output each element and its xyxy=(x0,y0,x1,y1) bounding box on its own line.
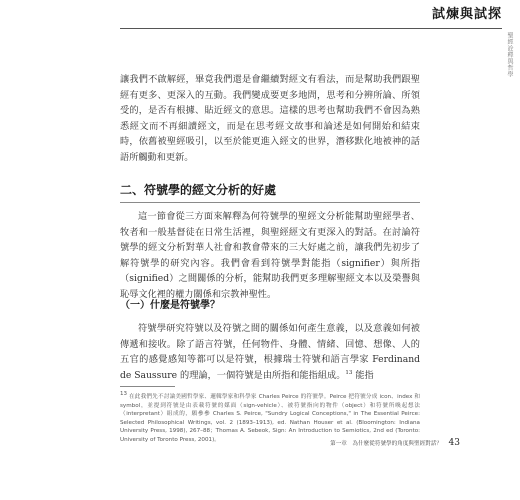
running-title: 試煉與試探 xyxy=(431,7,502,22)
page-number: 43 xyxy=(448,438,460,448)
section-paragraph: 這一節會從三方面來解釋為何符號學的聖經文分析能幫助聖經學者、牧者和一般基督徒在日常生活裡，與聖經經文有更深入的對話。在討論符號學的經文分析對華人社會和教會帶來的三大好處之前，讓我們先初步了解符號學的研究內容。我們會看到符號學對能指（signifier）與所指（signified）之間關係的分析，能幫助我們更多理解聖經文本以及榮譽與恥辱文化裡的權力關係和宗教神聖性。 xyxy=(120,211,420,300)
footnote-number: 13 xyxy=(120,391,127,398)
subsection-paragraph xyxy=(120,321,420,383)
section-heading: 二、符號學的經文分析的好處 xyxy=(120,183,277,197)
intro-paragraph: 讓我們不啟解經，畢竟我們還是會繼續對經文有看法，而是幫助我們跟聖經有更多、更深入的互動。我們變成要更多地問，思考和分辨所論、所領受的，是否有根據、貼近經文的意思。這樣的思考也幫助我們不會因為熟悉經文而不再細讀經文，而是在思考經文故事和論述是如何開始和結束時，依舊被聖經吸引，以至於能更進入經文的世界，潛移默化地被神的話語所觸動和更新。 xyxy=(120,74,420,163)
footnote-text: 在此我們先不討論美國哲學家、邏輯學家和科學家 Charles Peirce 的符號學。Peirce 把符號分成 icon、index 和 symbol，並提到符號是由表載符號的媒面（sign-vehicle）、被符號指向的物件（object）和符號所喚起想法（interpretant）組成的，願參參 Charles S. Peirce, "Sundry Logical Conceptions," in The Essential Peirce: Selected Philosophical Writings, vol. 2 (1893–1913), ed. Nathan Houser et al. (Bloomington: Indiana University Press, 1998), 267–88；Thomas A. Sebeok, Sign: An Introduction to Semiotics, 2nd ed (Toronto: University of Toronto Press, 2001)。 xyxy=(120,394,421,443)
subsection-heading: （一）什麼是符號學？ xyxy=(120,300,220,311)
footnote-reference[interactable]: 13 xyxy=(345,369,353,376)
chapter-footer: 第一章 為什麼從符號學的角度與聖經對話？ xyxy=(330,441,442,447)
footnote-rule xyxy=(120,386,175,387)
side-tab-label: 聖經詮釋與哲學 xyxy=(506,32,513,78)
footnote xyxy=(120,393,420,445)
section-rule xyxy=(120,202,420,203)
subsection-paragraph-block xyxy=(120,321,420,383)
intro-paragraph-block xyxy=(120,72,420,166)
header-rule xyxy=(120,28,502,29)
subsection-paragraph-text: 符號學研究符號以及符號之間的關係如何產生意義，以及意義如何被傳遞和接收。除了語言符號，任何物件、身體、情緒、回憶、想像、人的五官的感覺感知等都可以是符號，根據瑞士符號和語言學家 Ferdinand de Saussure 的理論，一個符號是由所指和能指組成。 xyxy=(120,323,420,381)
subsection-paragraph-tail: 能指 xyxy=(355,369,374,381)
section-paragraph-block xyxy=(120,209,420,303)
